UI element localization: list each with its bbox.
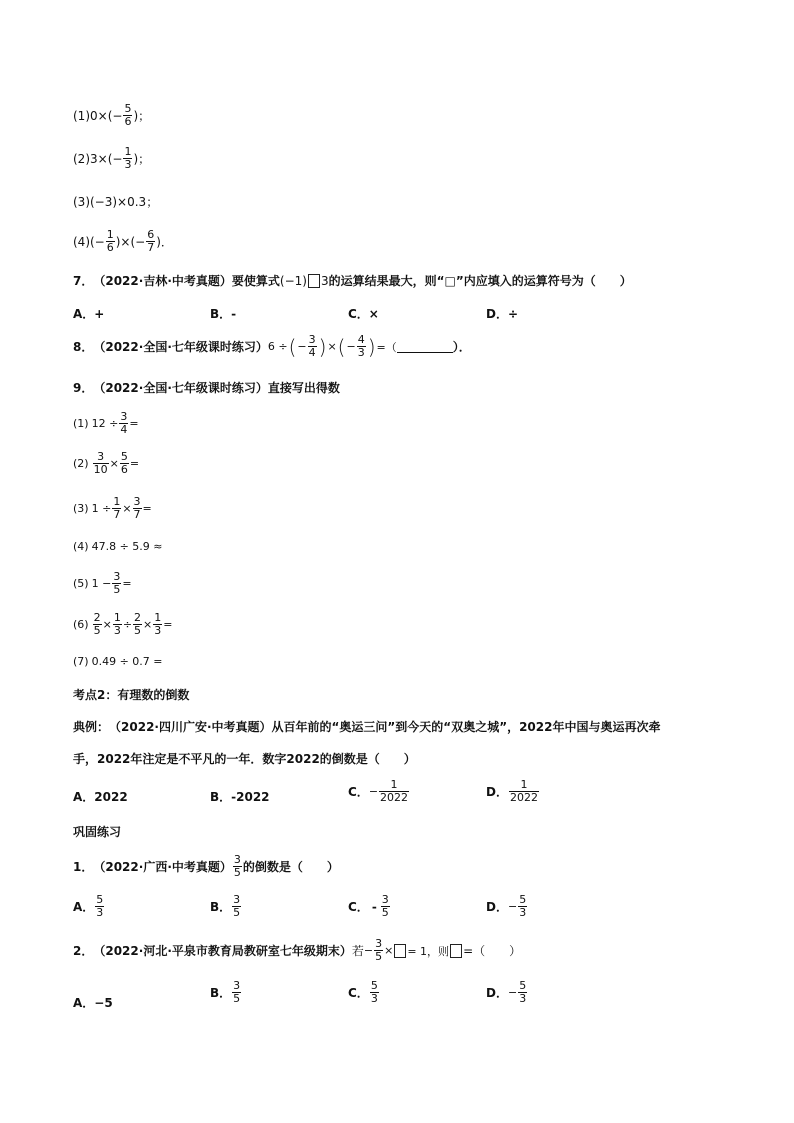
expr-text: = 1，则 bbox=[407, 944, 450, 958]
expr-text: ×( bbox=[97, 108, 113, 123]
fraction: $\frac{1}{3}$ bbox=[154, 611, 162, 637]
blank-box-icon bbox=[450, 944, 462, 958]
item-label: (1) bbox=[73, 108, 90, 123]
option-text: A．−5 bbox=[73, 996, 113, 1010]
expr-text: × bbox=[122, 502, 132, 515]
expr-text: − bbox=[368, 785, 379, 798]
q9-item-6 bbox=[73, 612, 172, 637]
ex6-item-1 bbox=[73, 103, 150, 128]
q9-item-5 bbox=[73, 571, 132, 596]
option-label: B． bbox=[210, 900, 232, 914]
ex6-item-4 bbox=[73, 229, 173, 254]
option-label: D． bbox=[486, 986, 508, 1000]
fraction: $\frac{5}{3}$ bbox=[519, 893, 527, 919]
expr-text: 6 ÷ bbox=[267, 340, 288, 353]
fraction: $\frac{3}{7}$ bbox=[133, 495, 141, 521]
option-label: C． bbox=[348, 785, 369, 799]
expr-text: − bbox=[507, 986, 518, 999]
item-label: (6) bbox=[73, 618, 89, 631]
question-9 bbox=[73, 379, 340, 396]
item-label: (5) bbox=[73, 577, 89, 590]
q7-option-a: A．+ bbox=[73, 307, 105, 321]
q1-option-c bbox=[348, 894, 391, 919]
expr-text: − bbox=[112, 108, 123, 123]
expr-text: 1 − bbox=[91, 577, 112, 590]
question-number: 1． bbox=[73, 860, 94, 874]
answer-blank[interactable] bbox=[397, 340, 453, 353]
q1-option-a bbox=[73, 894, 105, 919]
ex6-item-2 bbox=[73, 146, 150, 171]
practice-title: 巩固练习 bbox=[73, 825, 122, 839]
question-source: （2022·吉林·中考真题） bbox=[93, 274, 232, 288]
fraction: $\frac{3}{5}$ bbox=[233, 853, 241, 879]
option-label: A． bbox=[73, 900, 95, 914]
expr-text: − bbox=[507, 900, 518, 913]
expr-text: = bbox=[142, 502, 152, 515]
fraction: $\frac{2}{5}$ bbox=[134, 611, 142, 637]
expr-text: = bbox=[129, 457, 140, 470]
item-label: (1) bbox=[73, 417, 89, 430]
expr-text: (−3)×0.3； bbox=[90, 195, 159, 209]
item-label: (3) bbox=[73, 194, 90, 209]
fraction: $\frac{5}{3}$ bbox=[96, 893, 104, 919]
item-label: (3) bbox=[73, 502, 89, 515]
expr-text: × bbox=[384, 944, 394, 957]
fraction: $\frac{3}{5}$ bbox=[375, 937, 383, 963]
example-option-b: B．-2022 bbox=[210, 790, 270, 804]
fraction: $\frac{3}{4}$ bbox=[308, 333, 316, 359]
option-label: C． bbox=[348, 986, 369, 1000]
question-text: =（ ） bbox=[463, 944, 522, 958]
question-number: 9． bbox=[73, 381, 94, 395]
expr-text: )． bbox=[156, 235, 173, 249]
expr-text: ÷ bbox=[122, 618, 133, 631]
q9-item-3 bbox=[73, 496, 152, 521]
expr-text: ×( bbox=[97, 151, 113, 166]
q1-option-d bbox=[486, 894, 528, 919]
fraction: $\frac{1}{2022}$ bbox=[509, 778, 538, 804]
expr-text: = bbox=[129, 417, 139, 430]
ex6-item-3 bbox=[73, 193, 158, 210]
question-number: 7． bbox=[73, 274, 94, 288]
fraction: $\frac{3}{10}$ bbox=[93, 450, 108, 476]
fraction: $\frac{1}{6}$ bbox=[106, 228, 114, 254]
q2-option-c bbox=[348, 980, 380, 1005]
expr-text: − bbox=[363, 944, 374, 957]
option-label: B． bbox=[210, 986, 232, 1000]
fraction: $\frac{3}{5}$ bbox=[113, 570, 121, 596]
example-line-1 bbox=[73, 718, 660, 735]
question-source: （2022·全国·七年级课时练习） bbox=[93, 340, 268, 354]
fraction: $\frac{1}{2022}$ bbox=[380, 778, 409, 804]
expr-text: 3 bbox=[320, 273, 329, 288]
expr-text: (− bbox=[90, 234, 105, 249]
fraction: $\frac{1}{3}$ bbox=[113, 611, 121, 637]
option-label: D． bbox=[486, 900, 508, 914]
fraction: $\frac{3}{5}$ bbox=[233, 893, 241, 919]
expr-text: × bbox=[327, 340, 337, 353]
q2-option-d bbox=[486, 980, 528, 1005]
example-line-2: 手，2022年注定是不平凡的一年．数字2022的倒数是（ ） bbox=[73, 752, 416, 766]
question-7 bbox=[73, 272, 632, 289]
question-number: 8． bbox=[73, 340, 94, 354]
q7-option-b: B．- bbox=[210, 307, 237, 321]
option-label: D． bbox=[486, 785, 508, 799]
expr-text: )； bbox=[133, 109, 151, 123]
question-text: 要使算式 bbox=[231, 274, 280, 288]
expr-text: 0.49 ÷ 0.7 = bbox=[91, 655, 163, 668]
example-option-c bbox=[348, 779, 410, 804]
section-title: 考点2：有理数的倒数 bbox=[73, 688, 190, 702]
question-text: 的运算结果最大，则“□”内应填入的运算符号为（ ） bbox=[328, 274, 632, 288]
question-text: 的倒数是（ ） bbox=[242, 860, 339, 874]
item-label: (4) bbox=[73, 234, 90, 249]
expr-text: ）． bbox=[452, 340, 471, 354]
fraction: $\frac{3}{4}$ bbox=[120, 410, 128, 436]
expr-text: =（ bbox=[376, 340, 397, 354]
example-option-d bbox=[486, 779, 540, 804]
expr-text: 47.8 ÷ 5.9 ≈ bbox=[91, 540, 163, 553]
expr-text: × bbox=[109, 457, 119, 470]
q2-option-a bbox=[73, 994, 113, 1011]
item-label: (2) bbox=[73, 151, 90, 166]
paren: ) bbox=[318, 334, 327, 359]
fraction: $\frac{1}{7}$ bbox=[113, 495, 121, 521]
expr-text: - bbox=[371, 899, 377, 914]
fraction: $\frac{5}{6}$ bbox=[124, 102, 132, 128]
q9-item-4 bbox=[73, 540, 163, 553]
fraction: $\frac{4}{3}$ bbox=[357, 333, 365, 359]
fraction: $\frac{3}{5}$ bbox=[233, 979, 241, 1005]
question-source: （2022·河北·平泉市教育局教研室七年级期末） bbox=[93, 944, 352, 958]
expr-text: 1 ÷ bbox=[91, 502, 112, 515]
q9-item-1 bbox=[73, 411, 139, 436]
q7-option-c: C．× bbox=[348, 307, 379, 321]
question-text: 直接写出得数 bbox=[267, 381, 340, 395]
item-label: (7) bbox=[73, 655, 89, 668]
example-label: 典例： bbox=[73, 720, 110, 734]
item-label: (2) bbox=[73, 457, 89, 470]
example-option-a: A．2022 bbox=[73, 790, 128, 804]
expr-text: 3 bbox=[90, 151, 98, 166]
expr-text: (−1) bbox=[279, 273, 307, 288]
practice-q2 bbox=[73, 938, 521, 963]
expr-text: × bbox=[143, 618, 153, 631]
question-source: （2022·全国·七年级课时练习） bbox=[93, 381, 268, 395]
expr-text: = bbox=[122, 577, 132, 590]
expr-text: × bbox=[102, 618, 112, 631]
paren: ( bbox=[337, 334, 346, 359]
item-label: (4) bbox=[73, 540, 89, 553]
paren: ) bbox=[367, 334, 376, 359]
q9-item-7 bbox=[73, 655, 163, 668]
q2-option-b bbox=[210, 980, 242, 1005]
expr-text: 0 bbox=[90, 108, 98, 123]
fraction: $\frac{5}{6}$ bbox=[120, 450, 128, 476]
question-source: （2022·广西·中考真题） bbox=[93, 860, 232, 874]
question-8: 8． （2022·全国·七年级课时练习） 6 ÷ ( − $\frac{3}{4}$ ) × ( − $\frac{4}{3}$ ) =（ ）． bbox=[73, 333, 471, 359]
example-text: （2022·四川广安·中考真题）从百年前的“奥运三问”到今天的“双奥之城”，2022年中国与奥运再次牵 bbox=[109, 720, 661, 734]
fraction: $\frac{2}{5}$ bbox=[93, 611, 101, 637]
paren: ( bbox=[288, 334, 297, 359]
fraction: $\frac{6}{7}$ bbox=[147, 228, 155, 254]
expr-text: = bbox=[163, 618, 173, 631]
expr-text: )×(− bbox=[115, 234, 146, 249]
blank-box-icon bbox=[308, 274, 320, 288]
q7-option-d: D．÷ bbox=[486, 307, 519, 321]
fraction: $\frac{5}{3}$ bbox=[519, 979, 527, 1005]
blank-box-icon bbox=[394, 944, 406, 958]
question-text: 若 bbox=[351, 944, 364, 958]
expr-text: )； bbox=[133, 152, 151, 166]
q1-option-b bbox=[210, 894, 242, 919]
practice-q1 bbox=[73, 854, 339, 879]
question-number: 2． bbox=[73, 944, 94, 958]
fraction: $\frac{1}{3}$ bbox=[124, 145, 132, 171]
fraction: $\frac{5}{3}$ bbox=[370, 979, 378, 1005]
expr-text: − bbox=[112, 151, 123, 166]
option-label: C． bbox=[348, 900, 369, 914]
fraction: $\frac{3}{5}$ bbox=[381, 893, 389, 919]
expr-text: 12 ÷ bbox=[91, 417, 119, 430]
q9-item-2 bbox=[73, 451, 139, 476]
